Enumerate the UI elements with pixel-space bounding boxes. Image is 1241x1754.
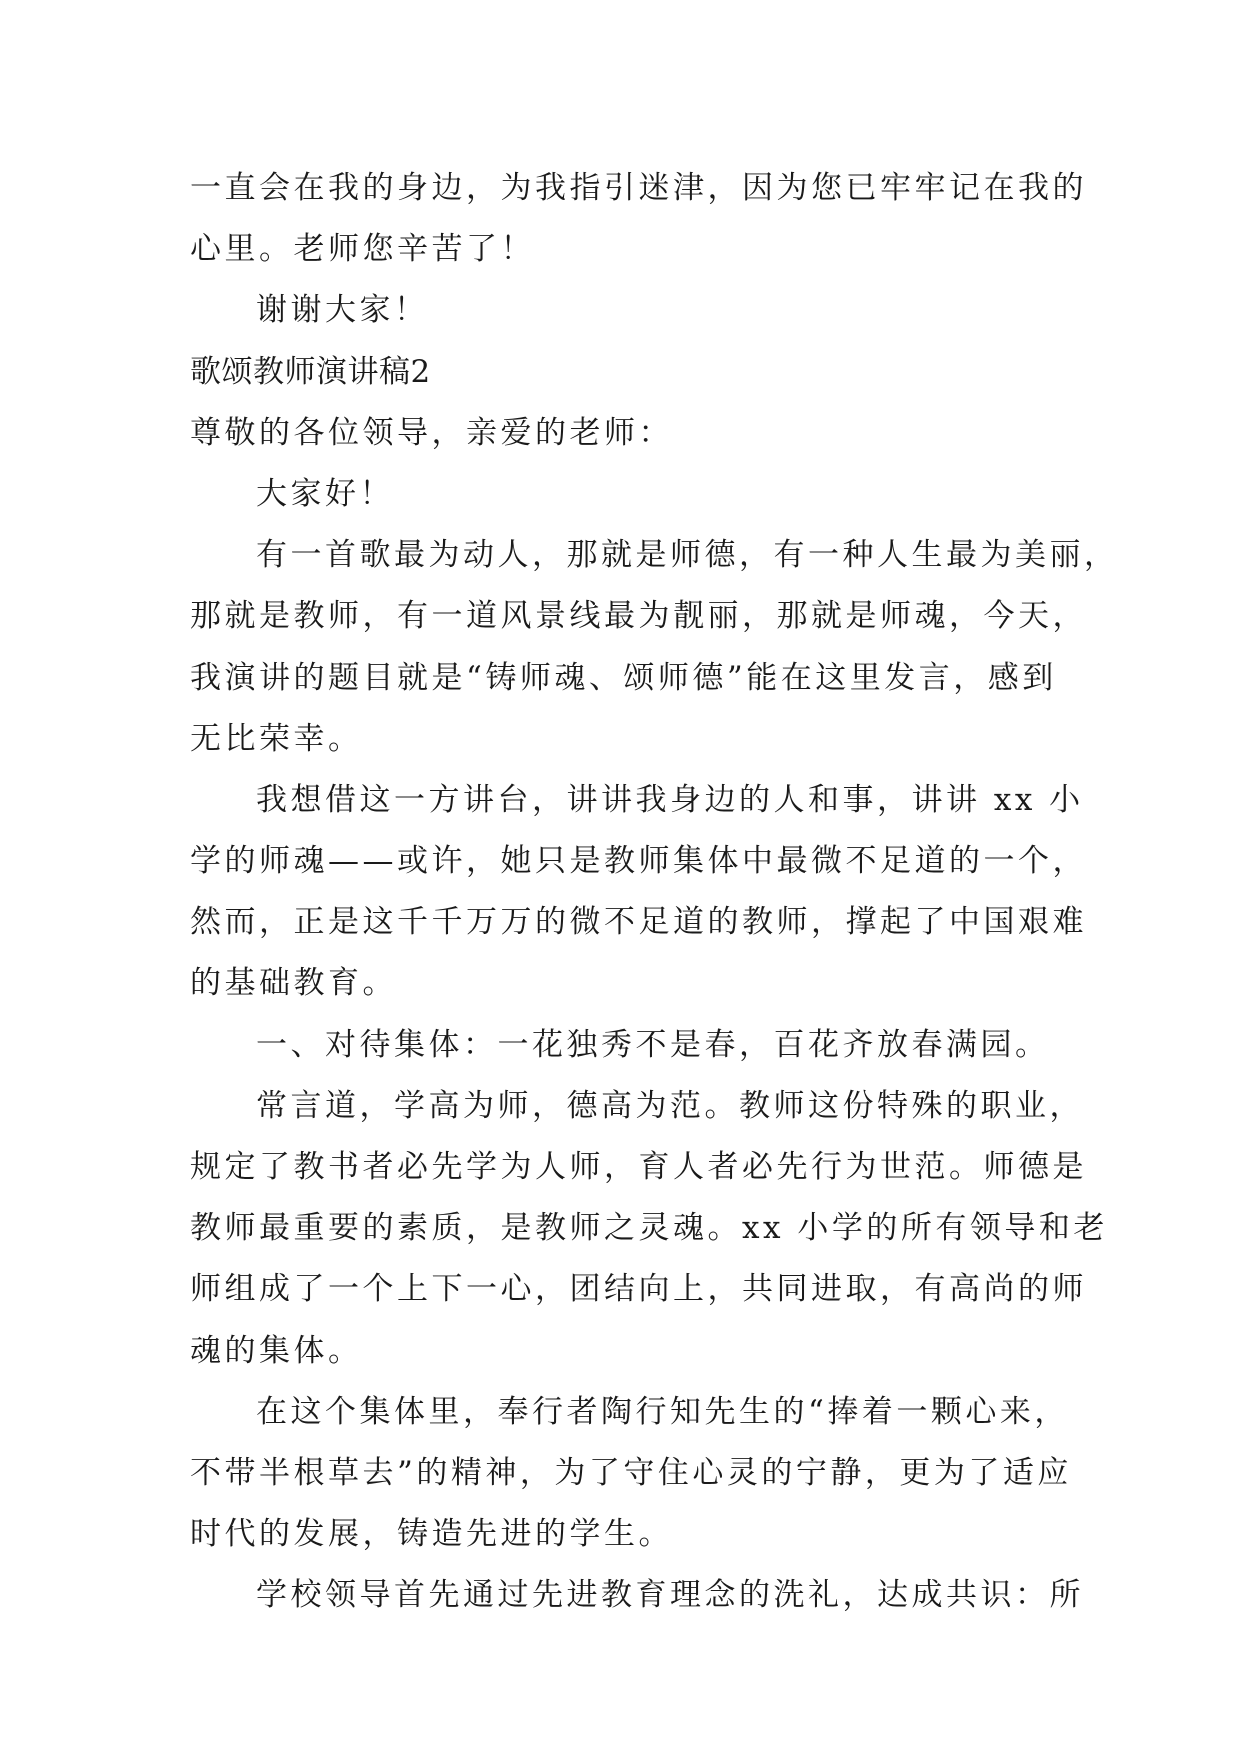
paragraph-line: 我演讲的题目就是“铸师魂、颂师德”能在这里发言，感到 <box>190 659 1057 696</box>
section-heading: 歌颂教师演讲稿2 <box>190 353 431 390</box>
paragraph-line: 有一首歌最为动人，那就是师德，有一种人生最为美丽， <box>256 537 1119 574</box>
paragraph-line: 一、对待集体：一花独秀不是春，百花齐放春满园。 <box>256 1026 1050 1063</box>
paragraph-line: 然而，正是这千千万万的微不足道的教师，撑起了中国艰难 <box>190 904 1087 941</box>
paragraph-line: 学的师魂——或许，她只是教师集体中最微不足道的一个， <box>190 843 1087 880</box>
paragraph-line: 那就是教师，有一道风景线最为靓丽，那就是师魂，今天， <box>190 598 1087 635</box>
greeting: 大家好！ <box>256 475 394 512</box>
paragraph-line: 我想借这一方讲台，讲讲我身边的人和事，讲讲 xx 小 <box>256 781 1084 818</box>
paragraph-line: 规定了教书者必先学为人师，育人者必先行为世范。师德是 <box>190 1149 1087 1185</box>
paragraph-line: 的基础教育。 <box>190 965 397 1002</box>
paragraph-line: 在这个集体里，奉行者陶行知先生的“捧着一颗心来， <box>256 1393 1069 1430</box>
document-body <box>190 158 1119 1627</box>
paragraph-line: 魂的集体。 <box>190 1332 363 1369</box>
paragraph-line: 一直会在我的身边，为我指引迷津，因为您已牢牢记在我的 <box>190 170 1087 206</box>
paragraph-line: 不带半根草去”的精神，为了守住心灵的宁静，更为了适应 <box>190 1454 1072 1491</box>
paragraph-line: 时代的发展，铸造先进的学生。 <box>190 1516 673 1553</box>
paragraph-line: 无比荣幸。 <box>190 720 363 757</box>
paragraph-line: 学校领导首先通过先进教育理念的洗礼，达成共识：所 <box>256 1577 1084 1614</box>
salutation: 尊敬的各位领导，亲爱的老师： <box>190 414 673 451</box>
paragraph-line: 师组成了一个上下一心，团结向上，共同进取，有高尚的师 <box>190 1271 1087 1308</box>
paragraph-line: 教师最重要的素质，是教师之灵魂。xx 小学的所有领导和老 <box>190 1210 1108 1247</box>
paragraph-line: 常言道，学高为师，德高为范。教师这份特殊的职业， <box>256 1087 1084 1124</box>
paragraph-line: 心里。老师您辛苦了！ <box>190 231 535 268</box>
paragraph-line: 谢谢大家！ <box>256 292 429 329</box>
